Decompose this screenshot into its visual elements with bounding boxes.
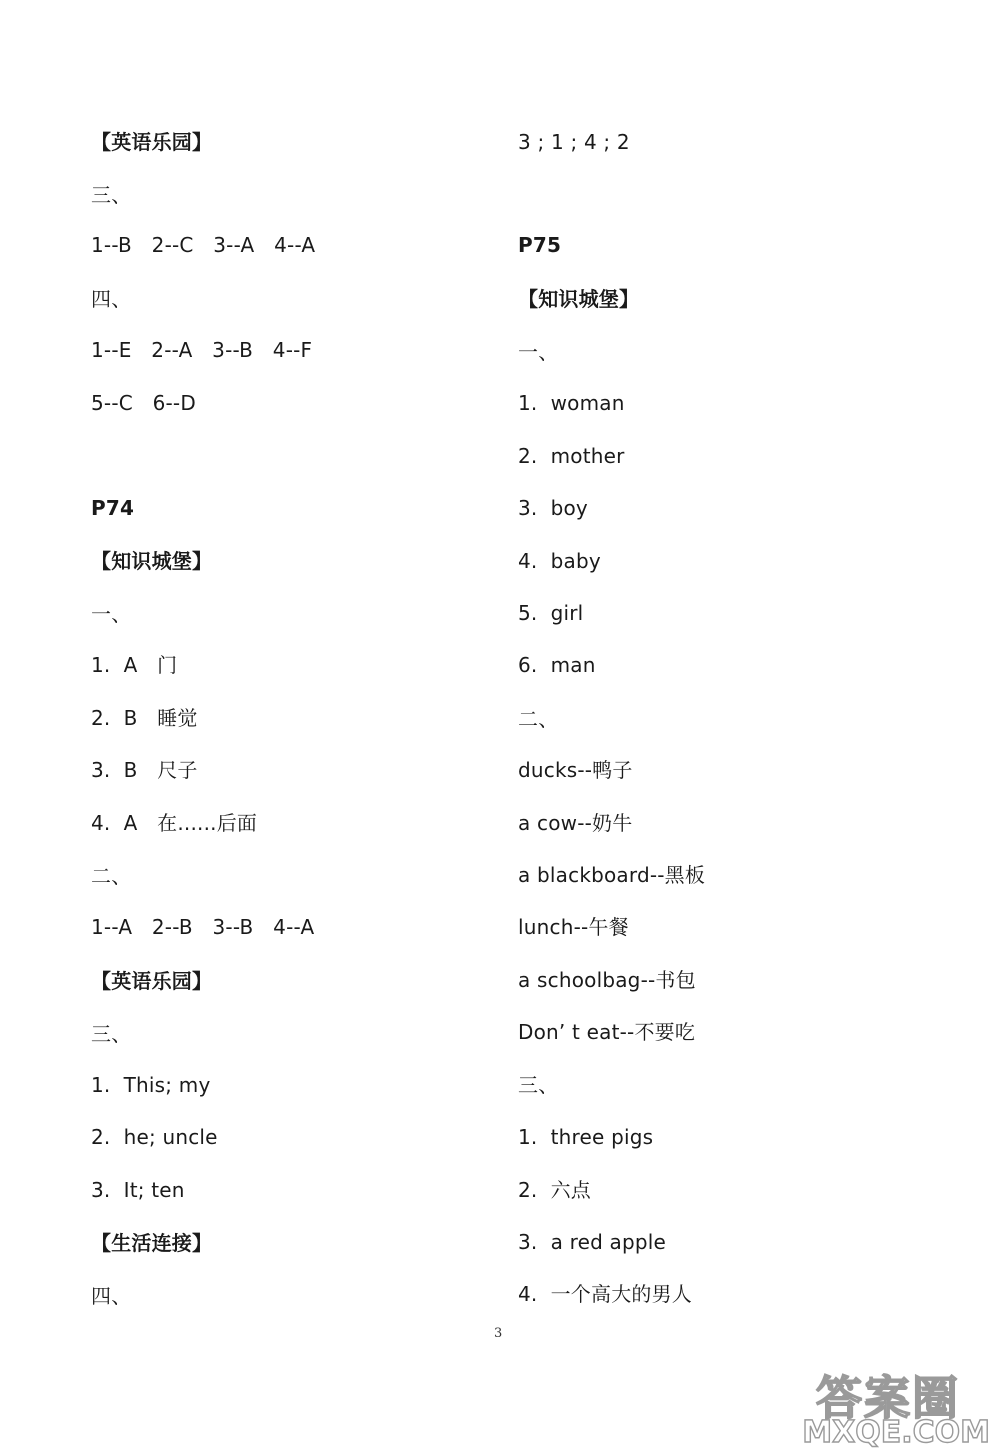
answer-line: 5--C 6--D (91, 391, 196, 415)
section-heading: 【生活连接】 (91, 1231, 213, 1255)
answer-line: 3 ; 1 ; 4 ; 2 (518, 130, 630, 154)
answer-line: a schoolbag--书包 (518, 968, 696, 992)
answer-line: 1. This; my (91, 1073, 211, 1097)
answer-line: 1--B 2--C 3--A 4--A (91, 233, 316, 257)
answer-line: 5. girl (518, 601, 584, 625)
question-number: 三、 (91, 1022, 132, 1046)
answer-line: 1. woman (518, 391, 625, 415)
question-number: 三、 (91, 183, 132, 207)
section-heading: 【知识城堡】 (91, 549, 213, 573)
section-heading: 【英语乐园】 (91, 130, 213, 154)
section-heading: 【英语乐园】 (91, 969, 213, 993)
page-label: P74 (91, 496, 135, 520)
question-number: 二、 (518, 707, 559, 731)
answer-line: a cow--奶牛 (518, 811, 633, 835)
answer-line: 3. a red apple (518, 1230, 667, 1254)
question-number: 二、 (91, 864, 132, 888)
answer-line: 4. 一个高大的男人 (518, 1282, 692, 1306)
answer-line: 1--E 2--A 3--B 4--F (91, 338, 313, 362)
watermark-logo: 答案圈 (816, 1371, 960, 1425)
answer-line: 1--A 2--B 3--B 4--A (91, 915, 315, 939)
answer-line: 2. 六点 (518, 1178, 591, 1202)
answer-line: 3. It; ten (91, 1178, 185, 1202)
answer-line: 2. mother (518, 444, 625, 468)
answer-line: ducks--鸭子 (518, 758, 633, 782)
page-label: P75 (518, 233, 562, 257)
answer-line: Don’ t eat--不要吃 (518, 1020, 696, 1044)
question-number: 一、 (91, 602, 132, 626)
answer-line: lunch--午餐 (518, 915, 629, 939)
question-number: 一、 (518, 340, 559, 364)
answer-line: 1. three pigs (518, 1125, 654, 1149)
answer-line: 3. boy (518, 496, 588, 520)
answer-line: 1. A 门 (91, 653, 178, 677)
watermark (802, 1362, 994, 1452)
watermark-url: MXQE.COM (802, 1415, 990, 1450)
question-number: 三、 (518, 1073, 559, 1097)
page-number: 3 (494, 1326, 503, 1341)
section-heading: 【知识城堡】 (518, 287, 640, 311)
question-number: 四、 (91, 287, 132, 311)
answer-line: a blackboard--黑板 (518, 863, 706, 887)
answer-line: 2. he; uncle (91, 1125, 218, 1149)
answer-line: 4. A 在......后面 (91, 811, 258, 835)
question-number: 四、 (91, 1284, 132, 1308)
answer-line: 3. B 尺子 (91, 758, 198, 782)
answer-line: 6. man (518, 653, 596, 677)
answer-line: 4. baby (518, 549, 601, 573)
answer-line: 2. B 睡觉 (91, 706, 198, 730)
